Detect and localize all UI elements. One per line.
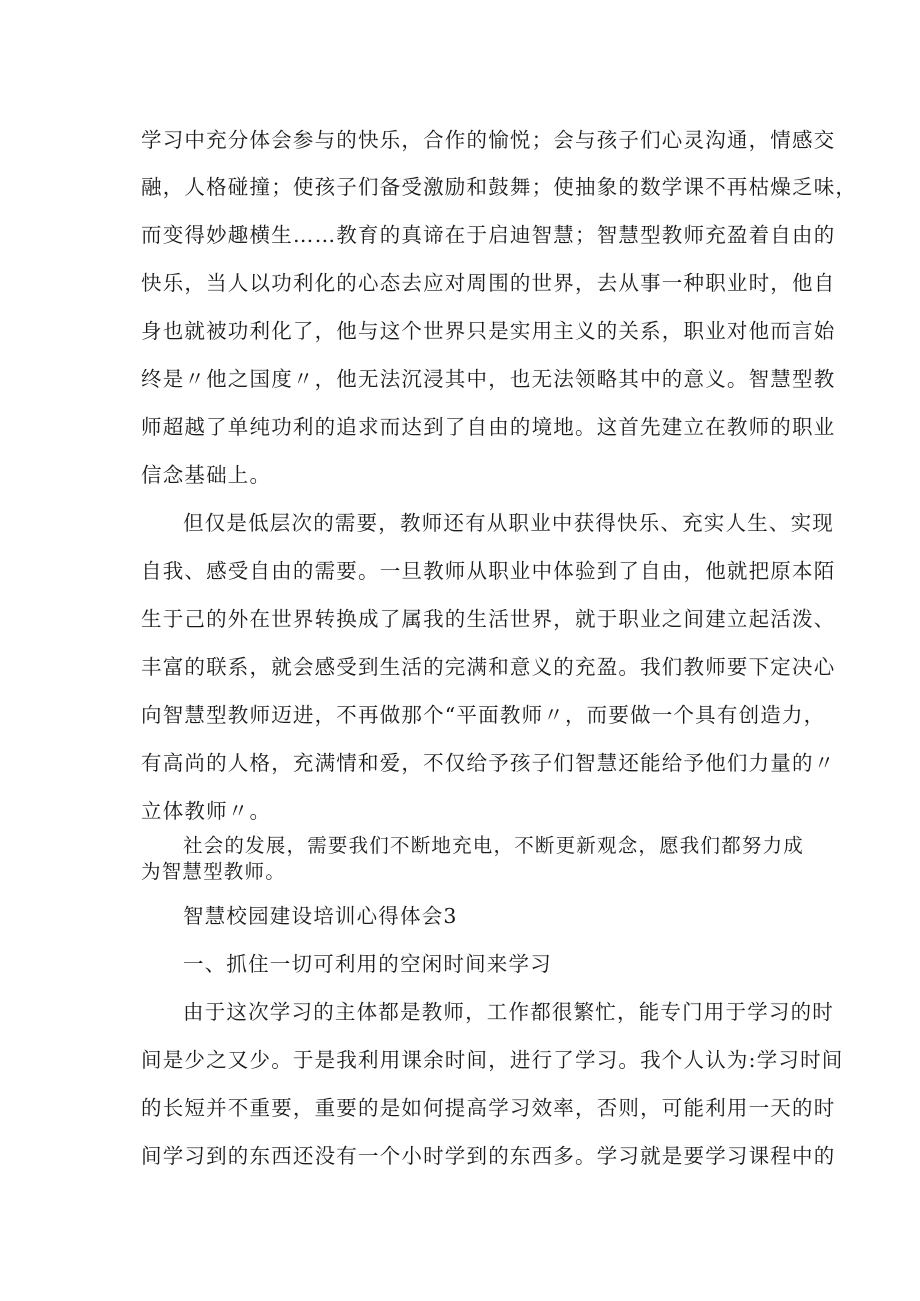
paragraph-line: 快乐，当人以功利化的心态去应对周围的世界，去从事一种职业时，他自	[141, 271, 836, 295]
paragraph-line: 终是〃他之国度〃，他无法沉浸其中，也无法领略其中的意义。智慧型教	[141, 367, 836, 391]
section-heading: 智慧校园建设培训心得体会3	[183, 904, 458, 928]
paragraph-line: 社会的发展，需要我们不断地充电，不断更新观念，愿我们都努力成	[183, 834, 805, 857]
paragraph-line: 丰富的联系，就会感受到生活的完满和意义的充盈。我们教师要下定决心	[141, 655, 836, 679]
paragraph-line: 为智慧型教师。	[141, 860, 286, 883]
paragraph-line: 而变得妙趣横生……教育的真谛在于启迪智慧；智慧型教师充盈着自由的	[141, 223, 836, 247]
paragraph-line: 有高尚的人格，充满情和爱，不仅给予孩子们智慧还能给予他们力量的〃	[141, 751, 836, 775]
paragraph-line: 自我、感受自由的需要。一旦教师从职业中体验到了自由，他就把原本陌	[141, 559, 836, 583]
paragraph-line: 向智慧型教师迈进，不再做那个“平面教师〃，而要做一个具有创造力，	[141, 703, 826, 727]
subsection-heading: 一、抓住一切可利用的空闲时间来学习	[183, 952, 552, 976]
paragraph-line: 信念基础上。	[141, 463, 272, 487]
paragraph-line: 间学习到的东西还没有一个小时学到的东西多。学习就是要学习课程中的	[141, 1144, 836, 1168]
paragraph-line: 生于己的外在世界转换成了属我的生活世界，就于职业之间建立起活泼、	[141, 607, 836, 631]
paragraph-line: 由于这次学习的主体都是教师，工作都很繁忙，能专门用于学习的时	[183, 1000, 834, 1024]
paragraph-line: 学习中充分体会参与的快乐，合作的愉悦；会与孩子们心灵沟通，情感交	[141, 128, 836, 152]
paragraph-line: 立体教师〃。	[141, 799, 272, 823]
paragraph-line: 师超越了单纯功利的追求而达到了自由的境地。这首先建立在教师的职业	[141, 415, 836, 439]
paragraph-line: 融，人格碰撞；使孩子们备受激励和鼓舞；使抽象的数学课不再枯燥乏味，	[141, 175, 858, 199]
paragraph-line: 的长短并不重要，重要的是如何提高学习效率，否则，可能利用一天的时	[141, 1096, 836, 1120]
paragraph-line: 但仅是低层次的需要，教师还有从职业中获得快乐、充实人生、实现	[183, 511, 834, 535]
paragraph-line: 身也就被功利化了，他与这个世界只是实用主义的关系，职业对他而言始	[141, 319, 836, 343]
paragraph-line: 间是少之又少。于是我利用课余时间，进行了学习。我个人认为:学习时间	[141, 1048, 844, 1072]
